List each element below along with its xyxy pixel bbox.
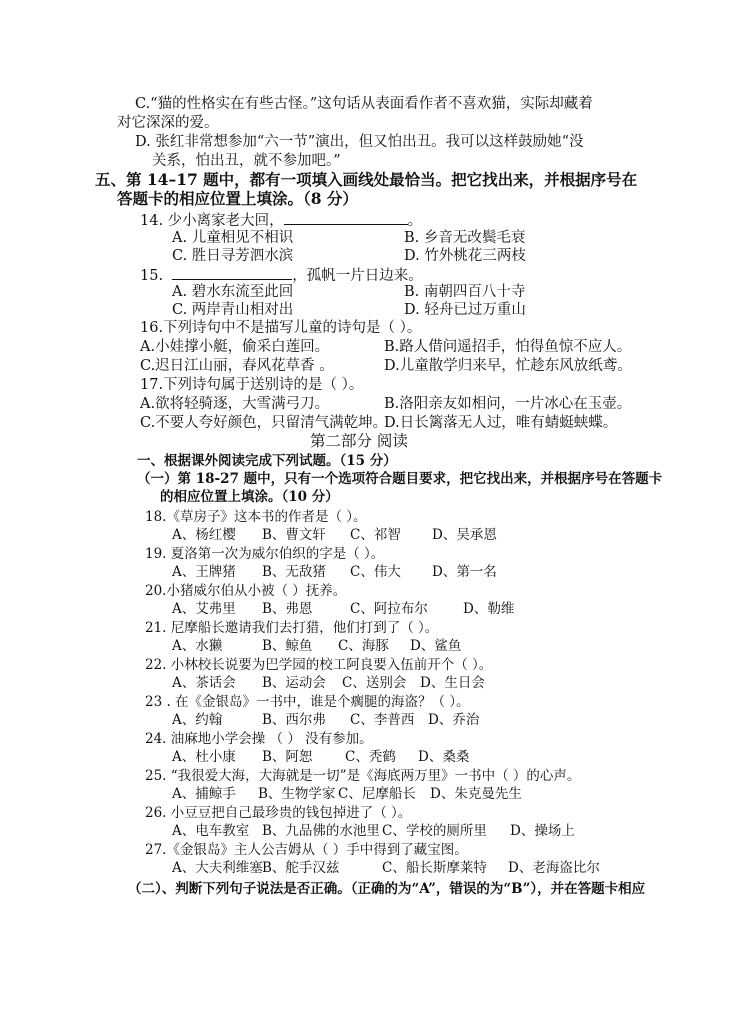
reading-question-option: A、艾弗里	[172, 601, 236, 617]
reading-question-option: B、无敌猪	[262, 564, 326, 580]
reading-question-option: A、捕鲸手	[172, 786, 236, 802]
option-c-line2: 对它深深的爱。	[117, 115, 219, 131]
q14-option-d: D. 竹外桃花三两枝	[404, 248, 526, 264]
q15-option-b: B. 南朝四百八十寺	[404, 284, 526, 300]
reading-question-option: A、大夫利维塞	[172, 860, 263, 876]
reading-question-option: B、弗恩	[262, 601, 313, 617]
option-d-line2: 关系，怕出丑，就不参加吧。”	[152, 153, 341, 169]
q14-option-b: B. 乡音无改鬓毛衰	[404, 230, 526, 246]
q15-stem-end: ，孤帆一片日边来。	[292, 268, 423, 284]
reading-question-option: D、桑桑	[418, 749, 470, 765]
option-c-line1: C.“猫的性格实在有些古怪。”这句话从表面看作者不喜欢猫，实际却藏着	[135, 96, 593, 112]
part2-sub1-heading-line1: （一）第 18-27 题中，只有一个选项符合题目要求，把它找出来，并根据序号在答题卡	[137, 471, 663, 487]
reading-question-stem: 22. 小林校长说要为巴学园的校工阿良要入伍前开个（ ）。	[145, 657, 493, 673]
reading-question-option: A、约翰	[172, 712, 223, 728]
q14-stem: 14. 少小离家老大回，	[140, 213, 284, 229]
q14-stem-end: 。	[407, 213, 423, 229]
reading-question-option: A、王牌猪	[172, 564, 236, 580]
reading-question-option: A、杨红樱	[172, 527, 236, 543]
q17-option-a: A.欲将轻骑逐，大雪满弓刀。	[140, 396, 330, 412]
reading-question-option: C、学校的厕所里	[382, 823, 487, 839]
reading-question-stem: 18.《草房子》这本书的作者是（ ）。	[145, 509, 367, 525]
reading-question-option: C、祁智	[350, 527, 401, 543]
reading-question-stem: 26. 小豆豆把自己最珍贵的钱包掉进了（ ）。	[145, 805, 412, 821]
reading-question-stem: 24. 油麻地小学会操 （ ） 没有参加。	[145, 731, 373, 747]
reading-question-option: A、茶话会	[172, 675, 236, 691]
part2-section1-heading: 一、根据课外阅读完成下列试题。（15 分）	[137, 453, 397, 469]
reading-question-option: B、舵手汉兹	[262, 860, 340, 876]
q16-option-d: D.儿童散学归来早，忙趁东风放纸鸢。	[384, 358, 632, 374]
reading-question-option: D、生日会	[420, 675, 485, 691]
part2-title: 第二部分 阅读	[310, 432, 408, 450]
reading-question-option: C、阿拉布尔	[350, 601, 428, 617]
reading-question-option: A、电车教室	[172, 823, 250, 839]
part2-sub1-heading-line2: 的相应位置上填涂。（10 分）	[160, 489, 339, 505]
reading-question-stem: 27.《金银岛》主人公吉姆从（ ）手中得到了藏宝图。	[145, 842, 468, 858]
q17-option-b: B.洛阳亲友如相问，一片冰心在玉壶。	[384, 396, 632, 412]
reading-question-option: B、鲸鱼	[262, 638, 313, 654]
part2-sub2-heading: （二）、判断下列句子说法是否正确。（正确的为“A”，错误的为“B”），并在答题卡相应	[128, 881, 646, 897]
option-d-line1: D. 张红非常想参加“六一节”演出，但又怕出丑。我可以这样鼓励她“没	[135, 134, 584, 150]
q16-option-c: C.迟日江山丽，春风花草香 。	[140, 358, 334, 374]
q15-option-c: C. 两岸青山相对出	[172, 302, 294, 318]
reading-question-option: D、操场上	[510, 823, 575, 839]
question-14	[140, 210, 422, 230]
reading-question-stem: 21. 尼摩船长邀请我们去打猎，他们打到了（ ）。	[145, 620, 439, 636]
reading-question-option: B、西尔弗	[262, 712, 326, 728]
reading-question-option: D、吴承恩	[432, 527, 497, 543]
q15-blank	[172, 265, 292, 280]
reading-question-option: D、乔治	[428, 712, 480, 728]
q15-option-a: A. 碧水东流至此回	[172, 284, 294, 300]
reading-question-option: D、朱克曼先生	[430, 786, 522, 802]
reading-question-option: C、送别会	[342, 675, 407, 691]
reading-question-option: B、曹文轩	[262, 527, 326, 543]
reading-question-option: A、杜小康	[172, 749, 236, 765]
section5-heading-line1: 五、第 14–17 题中，都有一项填入画线处最恰当。把它找出来，并根据序号在	[95, 170, 638, 189]
q17-option-d: D.日长篱落无人过，唯有蜻蜓蛱蝶。	[384, 415, 618, 431]
q16-option-a: A.小娃撑小艇，偷采白莲回。	[140, 339, 330, 355]
reading-question-option: B、运动会	[262, 675, 326, 691]
section5-heading-line2: 答题卡的相应位置上填涂。（8 分）	[117, 189, 358, 208]
reading-question-option: C、尼摩船长	[338, 786, 416, 802]
reading-question-stem: 19. 夏洛第一次为威尔伯织的字是（ ）。	[145, 546, 385, 562]
reading-question-option: C、船长斯摩莱特	[382, 860, 487, 876]
reading-question-option: C、李普西	[350, 712, 415, 728]
reading-question-option: D、勒维	[463, 601, 515, 617]
question-17: 17.下列诗句属于送别诗的是（ ）。	[140, 377, 364, 393]
q17-option-c: C.不要人夸好颜色，只留清气满乾坤。	[140, 415, 388, 431]
reading-question-option: B、生物学家	[258, 786, 336, 802]
reading-question-stem: 20.小猪威尔伯从小被（ ）抚养。	[145, 583, 347, 599]
reading-question-option: C、秃鹤	[345, 749, 396, 765]
question-15	[140, 265, 423, 285]
question-16: 16.下列诗句中不是描写儿童的诗句是（ ）。	[140, 320, 422, 336]
reading-question-option: B、九品佛的水池里	[262, 823, 380, 839]
reading-question-option: D、老海盗比尔	[508, 860, 600, 876]
q16-option-b: B.路人借问遥招手，怕得鱼惊不应人。	[384, 339, 632, 355]
reading-question-stem: 23 . 在《金银岛》一书中，谁是个瘸腿的海盗？（ ）。	[145, 694, 470, 710]
q15-option-d: D. 轻舟已过万重山	[404, 302, 526, 318]
q15-number: 15.	[140, 268, 164, 284]
reading-question-stem: 25. “我很爱大海，大海就是一切”是《海底两万里》一书中（ ）的心声。	[145, 768, 581, 784]
q14-blank	[284, 210, 408, 225]
q14-option-a: A. 儿童相见不相识	[172, 230, 294, 246]
reading-question-option: B、阿恕	[262, 749, 313, 765]
reading-question-option: D、第一名	[432, 564, 497, 580]
reading-question-option: C、伟大	[350, 564, 401, 580]
reading-question-option: D、鲨鱼	[410, 638, 462, 654]
q14-option-c: C. 胜日寻芳泗水滨	[172, 248, 294, 264]
reading-question-option: A、水獭	[172, 638, 223, 654]
reading-question-option: C、海豚	[338, 638, 389, 654]
